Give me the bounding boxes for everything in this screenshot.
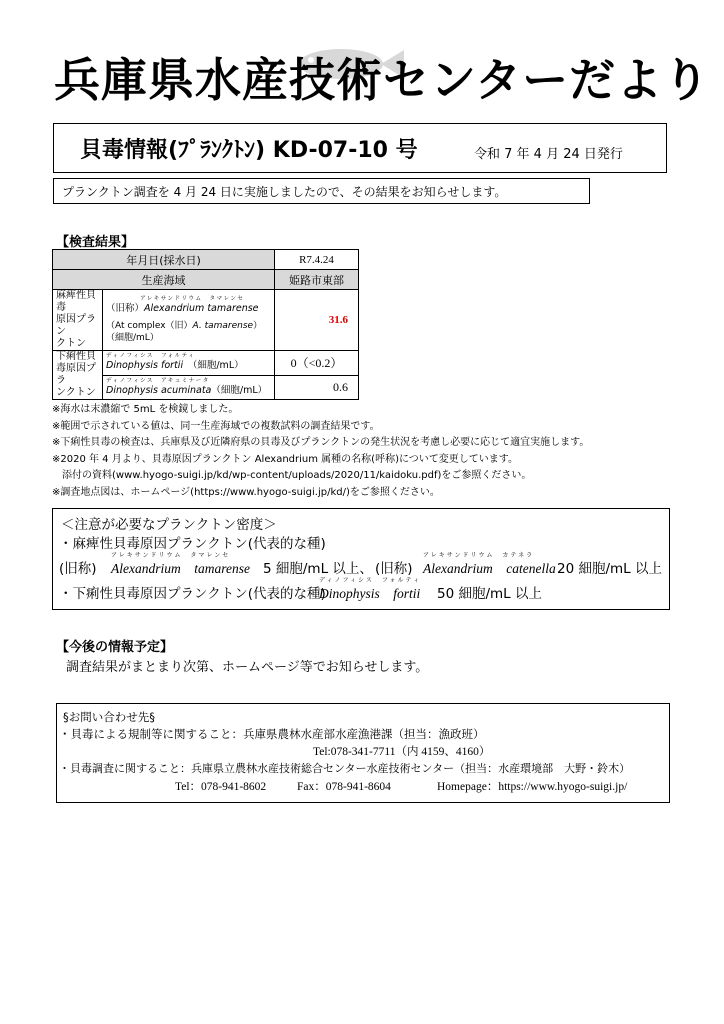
paralytic-label-line: 原因プラン: [56, 314, 96, 337]
dinophysis-acuminata: Dinophysis acuminata: [106, 384, 212, 396]
note-line: ※2020 年 4 月より、貝毒原因プランクトン Alexandrium 属種の名称(呼称)について変更しています。: [52, 453, 518, 465]
dinophysis-acuminata-ruby: ディノフィシス アキュミナータ: [106, 377, 210, 384]
paralytic-ruby: アレキサンドリウム タマレンセ: [140, 296, 245, 302]
complex-suffix: ）（細胞/mL）: [106, 321, 263, 343]
contact-box: [56, 703, 670, 803]
dinophysis-fortii-caution: Dinophysis fortii: [319, 586, 421, 601]
species1-unit: （細胞/mL）: [192, 360, 244, 372]
caution-box: [52, 508, 670, 610]
alexandrium-tamarense: Alexandrium tamarense: [111, 561, 250, 576]
contact-tel: Tel：078-941-8602: [175, 781, 267, 793]
dinophysis-fortii-value: 0（<0.2）: [275, 351, 359, 376]
note-line: ※海水は末濃縮で 5mL を検鏡しました。: [52, 404, 239, 415]
paralytic-row-label: [53, 290, 103, 351]
dinophysis-acuminata-value: 0.6: [275, 375, 359, 400]
paralytic-label-line: クトン: [56, 338, 86, 349]
contact-survey: ・貝毒調査に関すること：兵庫県立農林水産技術総合センター水産技術センター（担当：水産環境部 大野・鈴木）: [59, 762, 631, 775]
caution-title: ＜注意が必要なプランクトン密度＞: [61, 517, 277, 533]
species2-unit: （細胞/mL）: [211, 384, 268, 396]
caution-paralytic-heading: ・麻痺性貝毒原因プランクトン(代表的な種): [59, 536, 326, 552]
contact-fax: Fax：078-941-8604: [297, 781, 391, 793]
area-value: 姫路市東部: [275, 270, 359, 290]
issue-date: 令和 7 年 4 月 24 日発行: [474, 147, 623, 162]
dinophysis-fortii-ruby: ディノフィシス フォルティ: [106, 353, 196, 360]
caution-prefix2: (旧称): [375, 561, 413, 577]
results-table: [52, 249, 359, 400]
date-label: 年月日(採水日): [53, 250, 275, 270]
future-heading: 【今後の情報予定】: [56, 640, 174, 655]
future-text: 調査結果がまとまり次第、ホームページ等でお知らせします。: [66, 660, 429, 675]
alexandrium-tamarense-ruby: アレキサンドリウム タマレンセ: [111, 552, 231, 559]
main-title: 兵庫県水産技術センターだより: [54, 53, 711, 107]
contact-regulation: ・貝毒による規制等に関すること：兵庫県農林水産部水産漁港課（担当：漁政班）: [59, 727, 485, 741]
paralytic-label-line: 麻痺性貝毒: [56, 290, 96, 313]
alexandrium-catenella-ruby: アレキサンドリウム カテネラ: [423, 552, 535, 559]
paralytic-species-cell: [103, 290, 275, 351]
notes: [52, 402, 589, 501]
threshold-fortii: 50 細胞/mL 以上: [437, 586, 542, 602]
alexandrium-catenella: Alexandrium catenella: [423, 561, 556, 576]
date-value: R7.4.24: [275, 250, 359, 270]
intro-text: プランクトン調査を 4 月 24 日に実施しましたので、その結果をお知らせします。: [62, 185, 507, 199]
diarrhetic-row-label: [53, 351, 103, 400]
threshold-tamarense: 5 細胞/mL 以上、: [263, 561, 373, 577]
paralytic-species: Alexandrium tamarense: [144, 303, 259, 314]
results-heading: 【検査結果】: [56, 235, 135, 250]
note-line: ※範囲で示されている値は、同一生産海域での複数試料の調査結果です。: [52, 420, 380, 432]
bulletin-title: 貝毒情報(ﾌﾟﾗﾝｸﾄﾝ) KD-07-10 号: [80, 138, 418, 163]
paralytic-value: 31.6: [275, 290, 359, 351]
caution-diarrhetic-heading: ・下痢性貝毒原因プランクトン(代表的な種): [59, 586, 326, 602]
diarrhetic-species2-cell: [103, 375, 275, 400]
diarrhetic-label-line: 毒原因プラ: [56, 363, 96, 386]
note-line: ※調査地点図は、ホームページ(https://www.hyogo-suigi.jp/kd/)をご参照ください。: [52, 486, 440, 498]
area-label: 生産海域: [53, 270, 275, 290]
contact-regulation-tel: Tel:078-341-7711（内 4159、4160）: [313, 746, 491, 758]
contact-homepage-link[interactable]: Homepage：https://www.hyogo-suigi.jp/: [437, 781, 628, 793]
dinophysis-fortii-ruby-caution: ディノフィシス フォルティ: [319, 577, 422, 584]
complex-prefix: （At complex（旧）: [106, 321, 193, 331]
contact-heading: §お問い合わせ先§: [63, 710, 155, 724]
threshold-catenella: 20 細胞/mL 以上: [557, 561, 662, 577]
diarrhetic-label-line: ンクトン: [56, 387, 96, 398]
diarrhetic-species1-cell: [103, 351, 275, 376]
note-line: 添付の資料(www.hyogo-suigi.jp/kd/wp-content/uploads/2020/11/kaidoku.pdf)をご参照ください。: [52, 470, 532, 481]
diarrhetic-label-line: 下痢性貝: [56, 351, 96, 362]
caution-prefix1: (旧称): [59, 561, 97, 577]
complex-species: A. tamarense: [192, 321, 254, 331]
paralytic-prefix: （旧称）: [106, 303, 145, 314]
dinophysis-fortii: Dinophysis fortii: [106, 360, 184, 372]
note-line: ※下痢性貝毒の検査は、兵庫県及び近隣府県の貝毒及びプランクトンの発生状況を考慮し必要に応じて適宜実施します。: [52, 437, 590, 448]
